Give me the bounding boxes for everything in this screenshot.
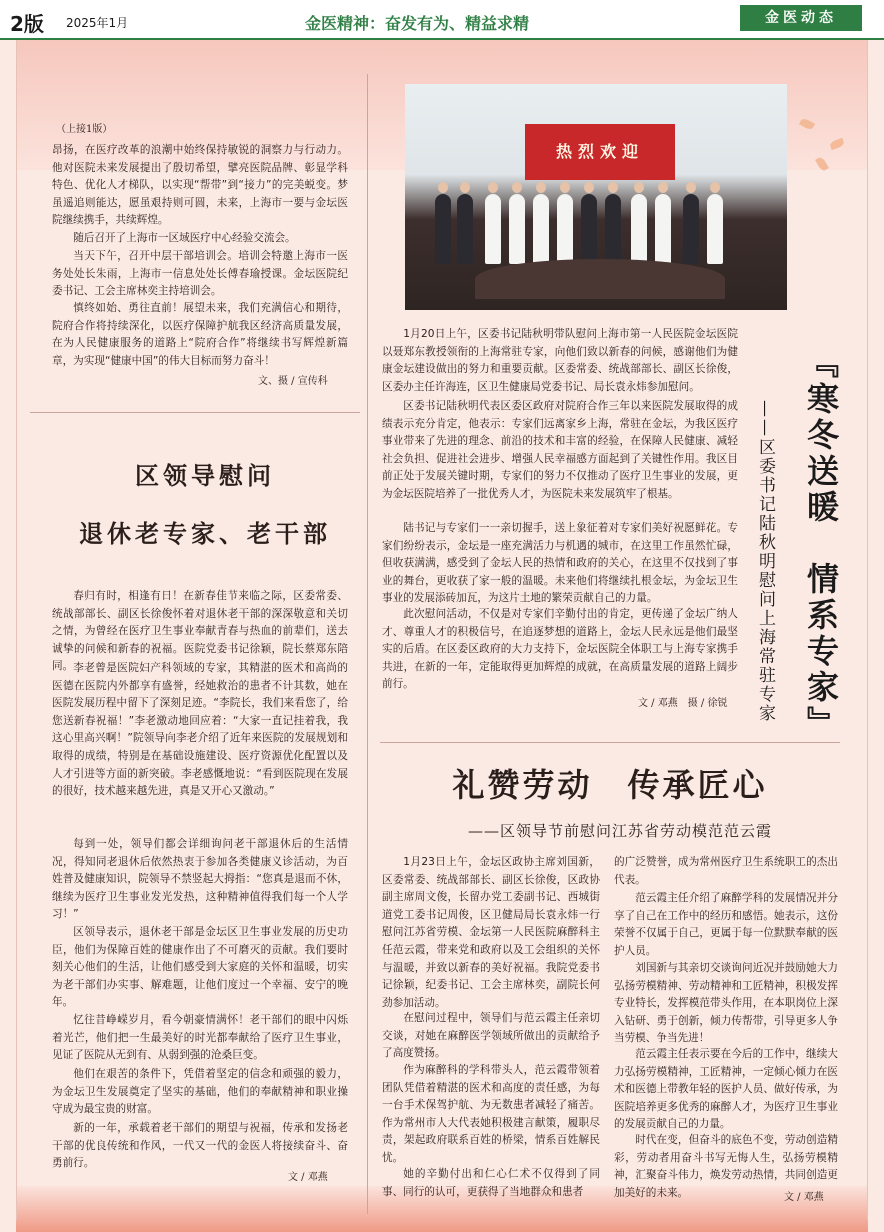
article4-paragraph: 1月23日上午，金坛区政协主席刘国新，区委常委、统战部部长、副区长徐俊，区政协副主席周文俊，长留办党工委副书记、西城街道党工委书记周俊，区卫健局局长袁永炜一行慰问江苏省劳模、金坛第一人民医院麻醉科主任范云霞，带来党和政府以及工会组织的关怀与温暖，并致以新春的美好祝福。我院党委书记徐颖，纪委书记、工会主席林奕，副院长何劲参加活动。 xyxy=(382,856,600,1009)
article4-paragraph: 刘国新与其亲切交谈询问近况并鼓励她大力弘扬劳模精神、劳动精神和工匠精神，积极发挥专业特长，发挥模范带头作用，在本职岗位上深入钻研、勇于创新，倾力传帮带，引导更多人争当劳模、争当先进！ xyxy=(614,962,838,1045)
article1-paragraph: 昂扬，在医疗改革的浪潮中始终保持敏锐的洞察力与行动力。他对医院未来发展提出了殷切希望，擘亮医院品牌、彰显学科特色、优化人才梯队，以实现“帮带”到“接力”的完美蜕变。梦虽遥追则能达，愿虽艰持则可圆，未来，上海市一要与金坛医院继续携手，共续辉煌。 xyxy=(52,144,348,227)
issue-date: 2025年1月 xyxy=(66,16,129,30)
section-divider xyxy=(380,742,840,743)
article2-paragraph: 他们在艰苦的条件下，凭借着坚定的信念和顽强的毅力，为金坛卫生发展奠定了坚实的基础，他们的奉献精神和职业操守成为最宝贵的财富。 xyxy=(52,1068,348,1116)
person-figure xyxy=(485,194,501,264)
article2-paragraph: 区领导表示，退休老干部是金坛区卫生事业发展的历史功臣，他们为保障百姓的健康作出了不可磨灭的贡献。我们要时刻关心他们的生活，让他们感受到大家庭的关怀和温暖，切实为老干部们办实事、解难题，让他们度过一个幸福、安宁的晚年。 xyxy=(52,926,348,1009)
event-photo xyxy=(405,84,787,310)
article4-paragraph: 范云霞主任介绍了麻醉学科的发展情况并分享了自己在工作中的经历和感悟。她表示，这份荣誉不仅属于自己，更属于每一位默默奉献的医护人员。 xyxy=(614,892,838,957)
article3-paragraph: 区委书记陆秋明代表区委区政府对院府合作三年以来医院发展取得的成绩表示充分肯定，他表示：专家们远离家乡上海，常驻在金坛，为我区医疗事业带来了先进的理念、前沿的技术和丰富的经验，在保障人民健康、减轻社会负担、促进社会进步、增强人民幸福感方面起到了关键性作用。我区目前正处于发展关键时期，专家们的努力不仅推动了医疗卫生事业的发展，更为金坛医院培养了一批优秀人才，为医院未来发展筑牢了根基。 xyxy=(382,400,738,500)
article3-credit: 文 / 邓燕 摄 / 徐锐 xyxy=(638,698,728,709)
article2-paragraph: 新的一年，承载着老干部们的期望与祝福，传承和发扬老干部的优良传统和作风，一代又一代的金医人将接续奋斗、奋勇前行。 xyxy=(52,1122,348,1170)
article2-paragraph: 忆往昔峥嵘岁月，看今朝豪情满怀！老干部们的眼中闪烁着光芒，他们把一生最美好的时光都奉献给了医疗卫生事业，见证了医院从无到有、从弱到强的沧桑巨变。 xyxy=(52,1014,348,1062)
article1-paragraph: 当天下午，召开中层干部培训会。培训会特邀上海市一医务处处长朱雨，上海市一信息处处长傅春瑜授课。金坛医院纪委书记、工会主席林奕主持培训会。 xyxy=(52,250,348,298)
article4-paragraph: 时代在变，但奋斗的底色不变，劳动创造精彩，劳动者用奋斗书写无悔人生，弘扬劳模精神，汇聚奋斗伟力，焕发劳动热情，共同创造更加美好的未来。 xyxy=(614,1134,838,1199)
person-figure xyxy=(655,194,671,264)
person-figure xyxy=(533,194,549,264)
article4-title: 礼赞劳动 传承匠心 xyxy=(452,766,768,804)
header-motto: 金医精神：奋发有为、精益求精 xyxy=(305,14,530,33)
article4-paragraph: 的广泛赞誉，成为常州医疗卫生系统职工的杰出代表。 xyxy=(614,856,838,886)
article4-paragraph: 作为麻醉科的学科带头人，范云霞带领着团队凭借着精湛的医术和高度的责任感，为每一台手术保驾护航、为无数患者减轻了痛苦。作为常州市人大代表她积极建言献策，履职尽责，架起政府联系百姓的桥梁，情系百姓解民忧。 xyxy=(382,1064,600,1164)
article3-paragraph: 此次慰问活动，不仅是对专家们辛勤付出的肯定，更传递了金坛广纳人才、尊重人才的积极信号，在追逐梦想的道路上，金坛人民永远是他们最坚实的后盾。在区委区政府的大力支持下，金坛医院全体职工与上海专家携手共进，在新的一年，定能取得更加辉煌的成就，在高质量发展的道路上阔步前行。 xyxy=(382,608,738,691)
article2-credit: 文 / 邓燕 xyxy=(288,1172,328,1183)
section-tag: 金医动态 xyxy=(740,5,862,31)
column-divider xyxy=(367,74,368,1214)
photo-banner: 热烈欢迎 xyxy=(525,124,675,180)
article2-paragraph: 每到一处，领导们都会详细询问老干部退休后的生活情况，得知同老退休后依然热衷于参加各类健康义诊活动，为百姓普及健康知识，院领导不禁竖起大拇指：“您真是退而不休，继续为医疗卫生事业发光发热，这种精神值得我们每一个人学习！” xyxy=(52,838,348,921)
person-figure xyxy=(557,194,573,264)
conference-table xyxy=(475,259,725,299)
person-figure xyxy=(707,194,723,264)
article1-credit: 文、摄 / 宣传科 xyxy=(258,376,328,387)
article4-credit: 文 / 邓燕 xyxy=(784,1192,824,1203)
article4-subtitle: ——区领导节前慰问江苏省劳动模范范云霞 xyxy=(467,822,772,840)
article4-paragraph: 范云霞主任表示要在今后的工作中，继续大力弘扬劳模精神，工匠精神，一定倾心倾力在医术和医德上带教年轻的医护人员、做好传承，为医院培养更多优秀的麻醉人才，为医疗卫生事业的发展贡献自己的力量。 xyxy=(614,1048,838,1131)
page-header xyxy=(0,0,884,40)
article3-paragraph: 陆书记与专家们一一亲切握手，送上象征着对专家们美好祝愿鲜花。专家们纷纷表示，金坛是一座充满活力与机遇的城市，在这里工作虽然忙碌，但收获满满，感受到了金坛人民的热情和政府的关心，在这里不仅找到了事业的舞台，更收获了家一般的温暖。未来他们将继续扎根金坛，为金坛卫生事业的发展添砖加瓦，为这片土地的繁荣贡献自己的力量。 xyxy=(382,522,738,605)
article4-paragraph: 她的辛勤付出和仁心仁术不仅得到了同事、同行的认可，更获得了当地群众和患者 xyxy=(382,1168,600,1198)
article2-paragraph: 春归有时，相逢有日！在新春佳节来临之际，区委常委、统战部部长、副区长徐俊怀着对退休老干部的深深敬意和关切之情，为曾经在医疗卫生事业奉献青春与热血的前辈们，送去诚挚的问候和新春的祝福。医院党委书记徐颖，院长蔡郑东陪同。 xyxy=(52,590,348,673)
person-figure xyxy=(457,194,473,264)
person-figure xyxy=(605,194,621,264)
person-figure xyxy=(631,194,647,264)
edition-number: 2版 xyxy=(10,12,44,36)
person-figure xyxy=(509,194,525,264)
article2-title-line2: 退休老专家、老干部 xyxy=(79,519,331,548)
section-divider xyxy=(30,412,360,413)
person-figure xyxy=(683,194,699,264)
article1-paragraph: 慎终如始、勇往直前！展望未来，我们充满信心和期待，院府合作将持续深化，以医疗保障护航我区经济高质量发展，在为人民健康服务的道路上“院府合作”将继续书写辉煌新篇章，为实现“健康中国”的伟大目标而努力奋斗！ xyxy=(52,302,348,367)
article1-paragraph: 随后召开了上海市一区域医疗中心经验交流会。 xyxy=(73,232,296,244)
article3-title: 『寒冬送暖 情系专家』 xyxy=(802,346,840,742)
person-figure xyxy=(435,194,451,264)
article3-subtitle: ——区委书记陆秋明慰问上海常驻专家 xyxy=(755,400,775,723)
continued-note: （上接1版） xyxy=(56,124,113,135)
article2-title-line1: 区领导慰问 xyxy=(135,461,275,490)
person-figure xyxy=(581,194,597,264)
article3-paragraph: 1月20日上午，区委书记陆秋明带队慰问上海市第一人民医院金坛医院以聂郑东教授领衔的上海常驻专家，向他们致以新春的问候，感谢他们为健康金坛建设做出的努力和重要贡献。区委常委、统战部部长、副区长徐俊，区委办主任许海连，区卫生健康局党委书记、局长袁永炜参加慰问。 xyxy=(382,328,738,393)
article4-paragraph: 在慰问过程中，领导们与范云霞主任亲切交谈，对她在麻醉医学领域所做出的贡献给予了高度赞扬。 xyxy=(382,1012,600,1060)
article2-paragraph: 李老曾是医院妇产科领域的专家，其精湛的医术和高尚的医德在医院内外都享有盛誉，经她救治的患者不计其数，她在医院发展历程中留下了深刻足迹。“李院长，我们来看您了，给您送新春祝福！”李老激动地回应着：“大家一直记挂着我，我这心里高兴啊！”院领导向李老介绍了近年来医院的发展规划和取得的成绩，特别是在基础设施建设、医疗资源优化配置以及人才引进等方面的新突破。李老感慨地说：“看到医院现在发展的很好，技术越来越先进，真是又开心又激动。” xyxy=(52,662,348,798)
